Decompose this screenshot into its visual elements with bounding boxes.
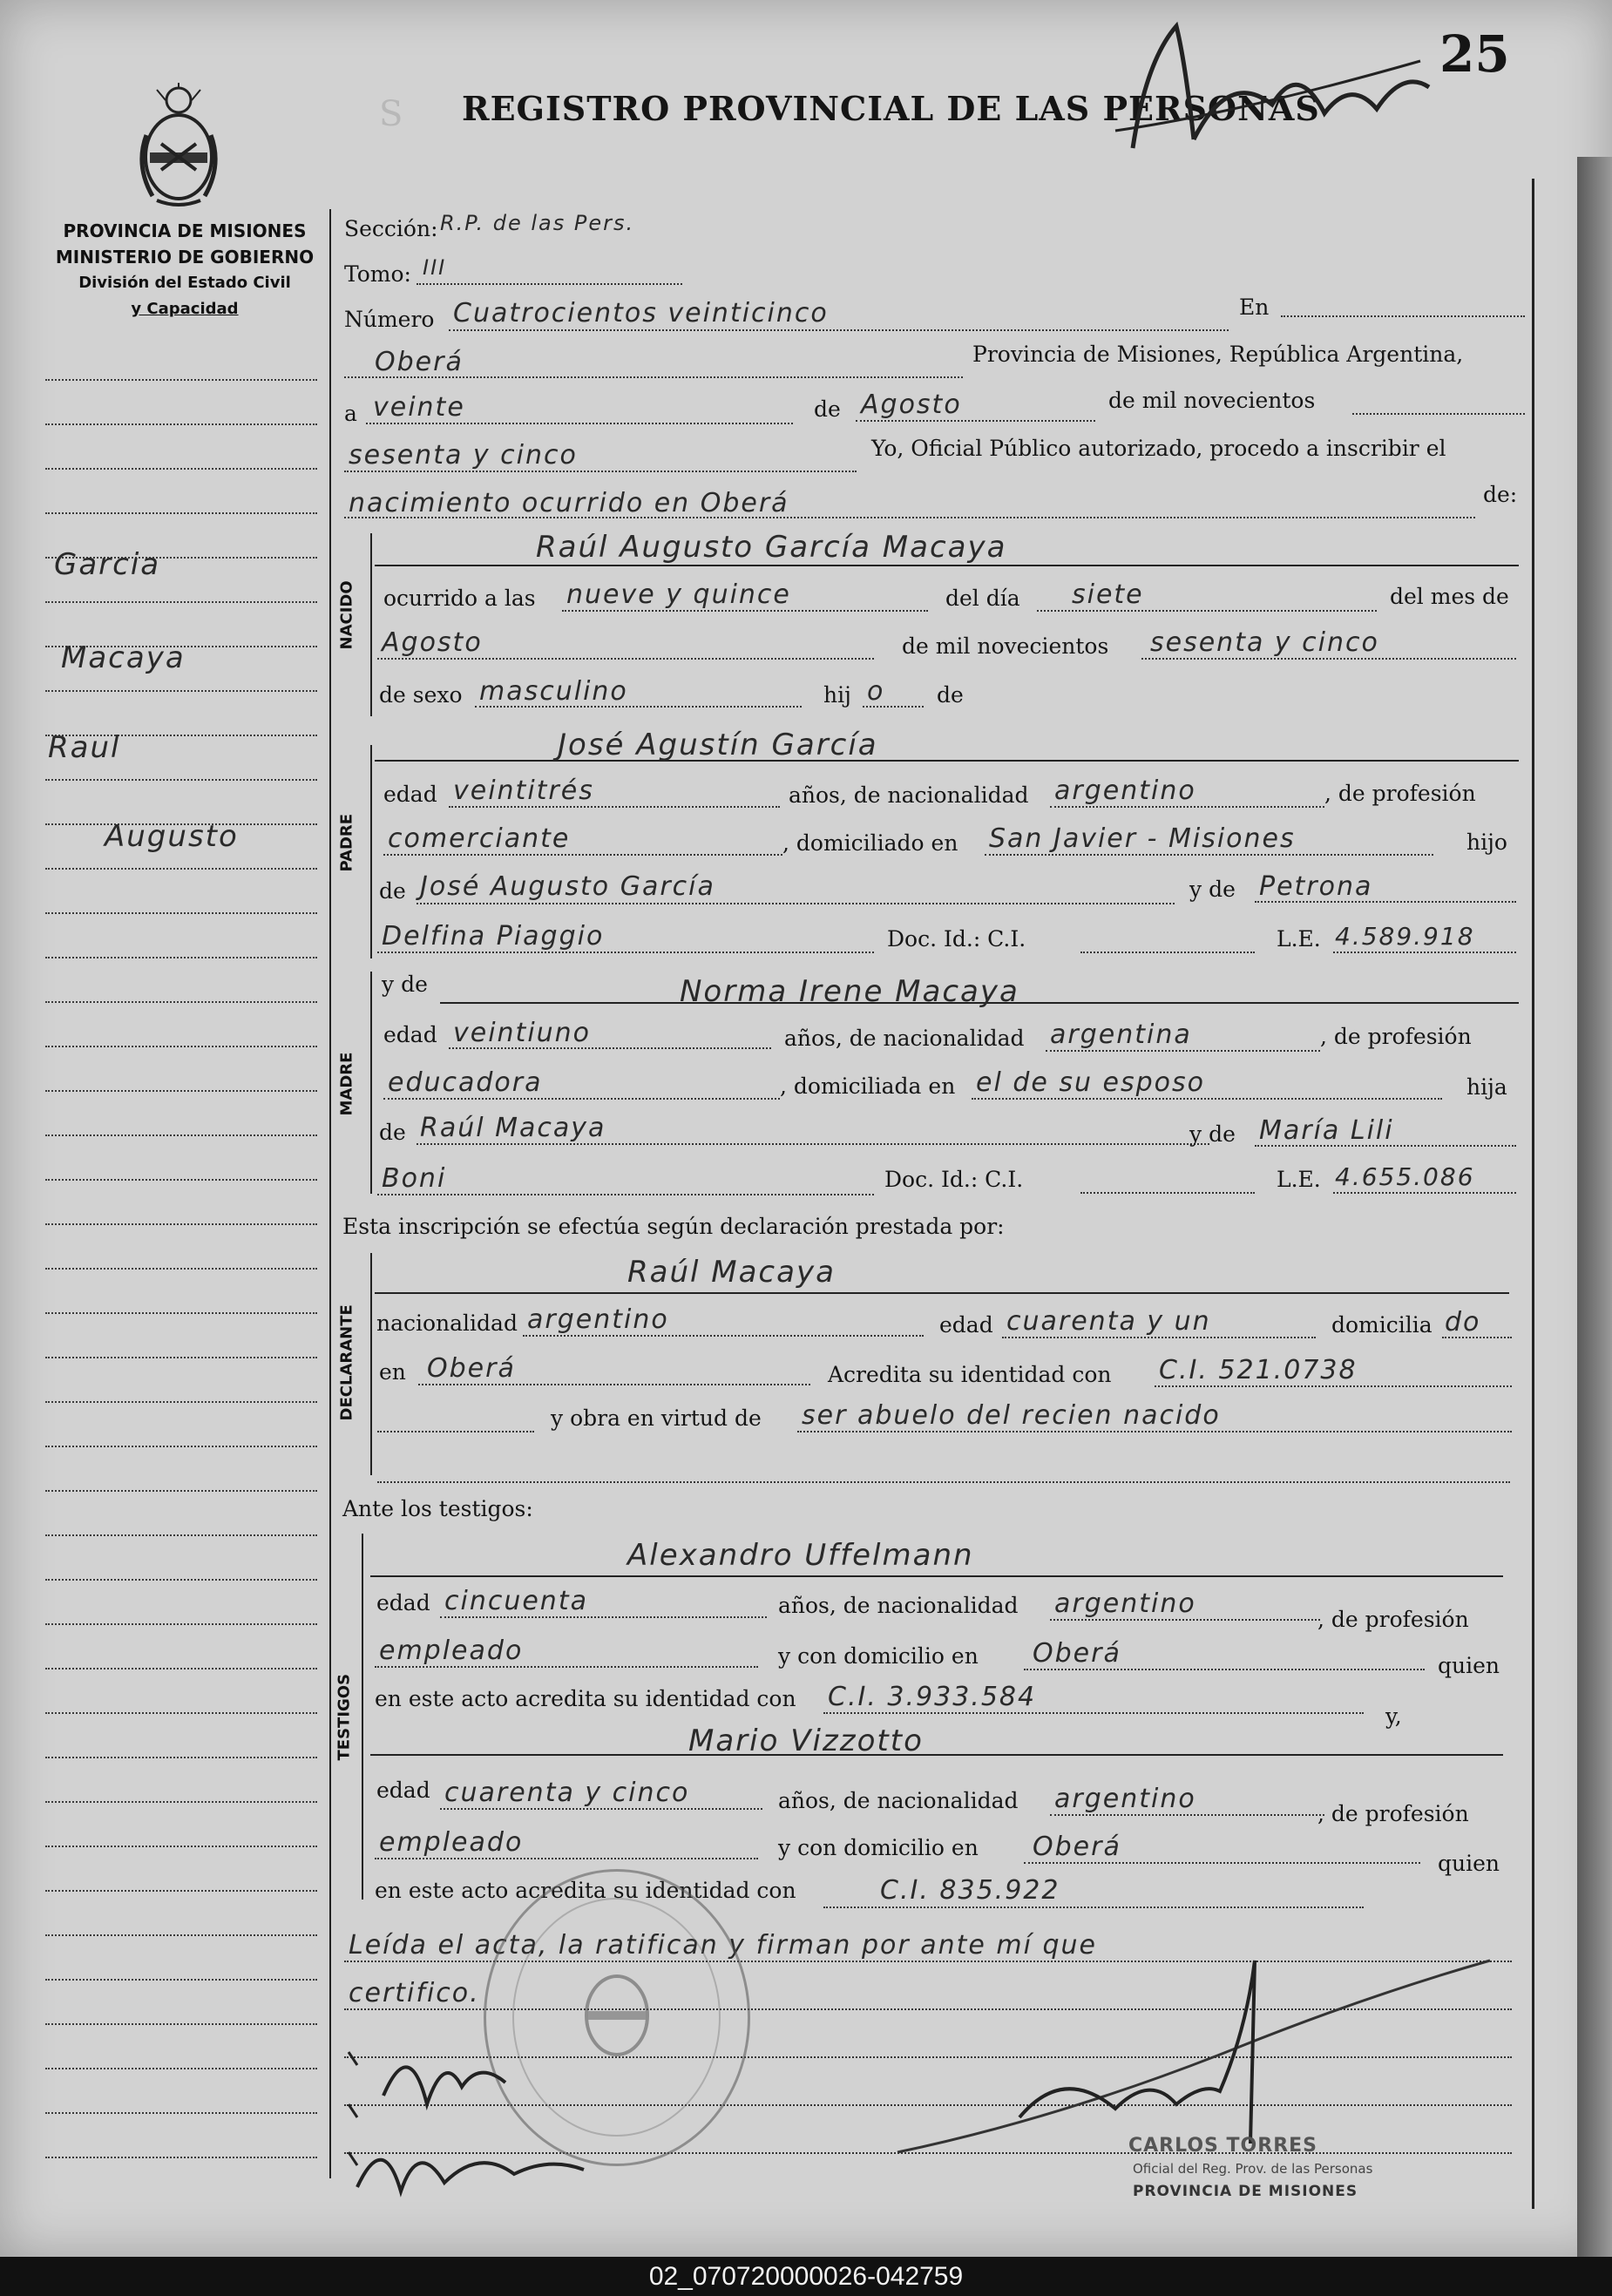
label-padre-de: de [379, 878, 406, 904]
margin-rule [45, 2068, 317, 2069]
line-decl-nac [523, 1335, 924, 1337]
margin-rule [45, 1757, 317, 1758]
label-de-hij: de [937, 682, 964, 708]
margin-rule [45, 2157, 317, 2158]
label-t1-dom: y con domicilio en [778, 1643, 979, 1669]
label-de-mes: de [814, 396, 841, 422]
label-decl-nac: nacionalidad [376, 1311, 518, 1336]
value-t1-prof: empleado [379, 1636, 524, 1666]
faded-header-text: S [379, 94, 403, 134]
value-padre-nac: argentino [1054, 775, 1196, 806]
issuer-capacity: y Capacidad [131, 300, 239, 318]
official-name: CARLOS TORRES [1128, 2135, 1318, 2157]
line-decl-name [375, 1292, 1509, 1294]
label-t2-quien: quien [1438, 1851, 1500, 1876]
issuer-ministry: MINISTERIO DE GOBIERNO [55, 247, 315, 268]
line-t1-id [823, 1712, 1364, 1714]
value-padre-name: José Agustín García [558, 728, 878, 762]
line-t1-edad [440, 1616, 767, 1618]
line-decl-edad [1002, 1337, 1316, 1338]
label-padre-doc: Doc. Id.: C.I. [887, 926, 1026, 952]
margin-rule [45, 1579, 317, 1581]
line-madre-dom [972, 1098, 1442, 1100]
line-numero [449, 329, 1229, 331]
value-madre-madre: María Lili [1259, 1115, 1394, 1146]
issuer-province: PROVINCIA DE MISIONES [63, 220, 307, 241]
value-t1-edad: cincuenta [444, 1586, 588, 1616]
value-seccion: R.P. de las Pers. [440, 211, 635, 235]
value-acto: nacimiento ocurrido en Oberá [349, 488, 789, 518]
line-nacido-name [375, 565, 1519, 566]
value-madre-name: Norma Irene Macaya [680, 974, 1019, 1009]
margin-rule [45, 1090, 317, 1092]
value-decl-edad: cuarenta y un [1006, 1306, 1211, 1337]
value-t1-nac: argentino [1054, 1588, 1196, 1619]
label-madre-nac: años, de nacionalidad [784, 1026, 1025, 1051]
value-padre-edad: veintitrés [453, 775, 594, 806]
line-decl-en [418, 1384, 810, 1385]
label-padre-edad: edad [383, 782, 437, 807]
label-t1-acto: en este acto acredita su identidad con [375, 1686, 796, 1711]
value-decl-name: Raúl Macaya [627, 1255, 836, 1290]
value-nacido-name: Raúl Augusto García Macaya [536, 530, 1007, 565]
margin-rule [45, 1534, 317, 1536]
label-madre-y-de-2: y de [1189, 1121, 1236, 1147]
label-t2-edad: edad [376, 1778, 430, 1803]
line-en [1281, 315, 1525, 317]
line-padre-ci [1080, 952, 1255, 953]
margin-rule [45, 423, 317, 425]
label-madre-le: L.E. [1277, 1167, 1321, 1192]
line-t2-name [370, 1754, 1503, 1756]
issuer-division: División del Estado Civil [78, 274, 291, 292]
tag-declarante: DECLARANTE [337, 1304, 356, 1421]
value-madre-madre2: Boni [382, 1163, 447, 1194]
label-t2-acto: en este acto acredita su identidad con [375, 1878, 796, 1903]
label-numero: Número [344, 307, 435, 332]
label-provincia: Provincia de Misiones, República Argentina, [972, 342, 1464, 367]
value-dia-nac: siete [1072, 579, 1144, 610]
line-tomo [417, 283, 682, 285]
margin-rule [45, 601, 317, 603]
line-padre-name [375, 760, 1519, 762]
margin-rule [45, 468, 317, 470]
margin-rule [45, 1890, 317, 1892]
label-padre-hijo: hijo [1466, 830, 1507, 855]
margin-rule [45, 1401, 317, 1403]
line-padre-prof [383, 854, 782, 856]
margin-rule [45, 1979, 317, 1981]
margin-rule [45, 690, 317, 692]
label-del-dia: del día [945, 586, 1020, 611]
value-padre-madre: Petrona [1259, 871, 1373, 902]
line-t2-prof [375, 1858, 758, 1859]
label-a: a [344, 401, 357, 426]
value-decl-domicilia: do [1445, 1307, 1481, 1338]
line-t1-name [370, 1575, 1503, 1577]
right-border [1532, 179, 1534, 2209]
line-mes [856, 420, 1095, 422]
line-madre-madre2 [377, 1194, 874, 1195]
value-t2-prof: empleado [379, 1827, 524, 1858]
margin-rule [45, 1179, 317, 1181]
tag-testigos: TESTIGOS [335, 1673, 354, 1761]
line-padre-madre2 [377, 952, 874, 953]
margin-rule [45, 1490, 317, 1492]
page-number: 25 [1439, 24, 1510, 84]
label-decl-edad: edad [939, 1312, 993, 1338]
value-padre-prof: comerciante [388, 823, 571, 854]
margin-rule [45, 1001, 317, 1003]
label-t1-edad: edad [376, 1590, 430, 1615]
padre-bracket [370, 745, 372, 958]
label-t1-y: y, [1385, 1703, 1402, 1729]
margin-rule [45, 2112, 317, 2114]
value-dia: veinte [373, 392, 465, 423]
coat-of-arms-icon [131, 83, 227, 213]
margin-divider [329, 209, 331, 2178]
nacido-bracket [370, 533, 372, 716]
tag-nacido: NACIDO [337, 580, 356, 650]
value-lugar: Oberá [375, 347, 464, 377]
label-madre-y-de: y de [382, 972, 428, 997]
value-numero: Cuatrocientos veinticinco [453, 298, 829, 328]
testigos-bracket [362, 1534, 363, 1900]
margin-rule [45, 957, 317, 958]
label-padre-prof: , de profesión [1324, 781, 1476, 806]
label-madre-edad: edad [383, 1022, 437, 1047]
label-madre-prof: , de profesión [1320, 1024, 1472, 1049]
margin-rule [45, 1046, 317, 1047]
tag-padre: PADRE [337, 813, 356, 872]
label-t2-dom: y con domicilio en [778, 1835, 979, 1860]
line-decl-virtud [797, 1431, 1512, 1432]
label-t1-nac: años, de nacionalidad [778, 1593, 1019, 1618]
label-de-mil-1: de mil novecientos [1108, 388, 1316, 413]
line-madre-le [1333, 1192, 1516, 1194]
footer-code-strip [0, 2257, 1612, 2296]
value-lectura-1: Leída el acta, la ratifican y firman por ante mí que [349, 1930, 1097, 1961]
document-title: REGISTRO PROVINCIAL DE LAS PERSONAS [462, 89, 1320, 128]
line-anio-a [1352, 413, 1525, 415]
margin-rule [45, 512, 317, 514]
line-padre-le [1333, 952, 1516, 953]
value-madre-le: 4.655.086 [1335, 1162, 1475, 1191]
line-t2-nac [1050, 1814, 1324, 1816]
line-madre-nac [1046, 1050, 1320, 1052]
value-lectura-2: certifico. [349, 1978, 480, 2008]
value-t2-name: Mario Vizzotto [688, 1724, 924, 1758]
margin-surname-2: Macaya [61, 640, 186, 675]
value-hora: nueve y quince [566, 579, 791, 610]
line-madre-ci [1080, 1192, 1255, 1194]
line-t1-nac [1050, 1619, 1320, 1621]
label-sexo: de sexo [379, 682, 463, 708]
margin-rule [45, 1357, 317, 1358]
margin-surname-1: Garcia [54, 547, 161, 582]
line-anio-nac [1141, 658, 1516, 660]
label-de-mil-2: de mil novecientos [902, 633, 1109, 659]
margin-rule [45, 1934, 317, 1936]
margin-given-2: Augusto [105, 819, 239, 854]
official-title: Oficial del Reg. Prov. de las Personas [1133, 2161, 1373, 2177]
label-madre-doc: Doc. Id.: C.I. [884, 1167, 1024, 1192]
margin-rule [45, 1846, 317, 1847]
official-province: PROVINCIA DE MISIONES [1133, 2183, 1358, 2200]
margin-rule [45, 1312, 317, 1314]
line-dia-nac [1037, 610, 1377, 612]
value-decl-virtud: ser abuelo del recien nacido [802, 1400, 1221, 1431]
label-esta-inscripcion: Esta inscripción se efectúa según declaración prestada por: [342, 1214, 1005, 1239]
line-padre-padre [417, 903, 1175, 904]
margin-rule [45, 1801, 317, 1803]
margin-rule [45, 1223, 317, 1225]
label-madre-hija: hija [1466, 1074, 1507, 1100]
value-decl-nac: argentino [527, 1304, 669, 1335]
value-madre-edad: veintiuno [453, 1018, 592, 1048]
value-t2-nac: argentino [1054, 1784, 1196, 1814]
value-tomo: III [423, 255, 447, 280]
label-ante-testigos: Ante los testigos: [342, 1496, 533, 1521]
margin-rule [45, 1268, 317, 1270]
margin-rule [45, 379, 317, 381]
value-padre-le: 4.589.918 [1335, 922, 1475, 951]
value-padre-dom: San Javier - Misiones [989, 823, 1296, 854]
margin-rule [45, 1712, 317, 1714]
label-de-colon: de: [1483, 482, 1518, 507]
label-t1-quien: quien [1438, 1653, 1500, 1678]
issuer-block [45, 218, 324, 322]
margin-rule [45, 779, 317, 781]
value-madre-padre: Raúl Macaya [420, 1113, 606, 1143]
line-decl-blank [377, 1431, 534, 1432]
line-t2-dom [1024, 1862, 1420, 1864]
page-edge-shadow [1577, 157, 1612, 2257]
label-madre-de: de [379, 1120, 406, 1145]
value-decl-id: C.I. 521.0738 [1159, 1355, 1358, 1385]
line-mes-nac [377, 658, 874, 660]
line-hora [562, 610, 928, 612]
madre-bracket [370, 972, 372, 1194]
margin-rule [45, 1668, 317, 1670]
value-padre-padre: José Augusto García [420, 871, 715, 902]
label-yo-oficial: Yo, Oficial Público autorizado, procedo a inscribir el [871, 436, 1446, 461]
value-decl-en: Oberá [427, 1353, 516, 1384]
tag-madre: MADRE [337, 1052, 356, 1116]
value-madre-nac: argentina [1050, 1019, 1192, 1050]
label-decl-en: en [379, 1359, 406, 1385]
witness-signatures [331, 2000, 662, 2209]
value-t2-edad: cuarenta y cinco [444, 1778, 690, 1808]
line-decl-extra [377, 1481, 1510, 1483]
label-decl-virtud: y obra en virtud de [551, 1405, 762, 1431]
line-padre-edad [449, 806, 780, 808]
margin-rule [45, 912, 317, 914]
label-padre-le: L.E. [1277, 926, 1321, 952]
label-t2-nac: años, de nacionalidad [778, 1788, 1019, 1813]
label-padre-dom: , domiciliado en [782, 830, 958, 856]
label-tomo: Tomo: [344, 261, 411, 287]
value-sexo: masculino [479, 676, 628, 707]
value-t2-id: C.I. 835.922 [880, 1875, 1060, 1906]
value-t1-id: C.I. 3.933.584 [828, 1682, 1037, 1712]
line-madre-padre [417, 1143, 1209, 1145]
value-anio-nac: sesenta y cinco [1150, 627, 1379, 658]
margin-rule [45, 2023, 317, 2025]
label-padre-y-de: y de [1189, 877, 1236, 902]
line-padre-dom [985, 854, 1433, 856]
line-t2-edad [440, 1808, 762, 1810]
label-decl-domicilia: domicilia [1331, 1312, 1433, 1338]
line-t2-id [823, 1907, 1364, 1908]
value-madre-prof: educadora [388, 1067, 543, 1098]
line-t1-prof [375, 1666, 758, 1668]
declarante-bracket [370, 1253, 372, 1475]
line-t1-dom [1024, 1669, 1425, 1670]
line-padre-nac [1050, 806, 1324, 808]
line-madre-prof [383, 1098, 780, 1100]
value-t1-name: Alexandro Uffelmann [627, 1538, 974, 1573]
line-anio-b [344, 471, 857, 472]
label-hij: hij [823, 682, 851, 708]
line-dia [366, 423, 793, 424]
margin-rule [45, 868, 317, 870]
line-decl-id [1155, 1385, 1512, 1387]
label-madre-dom: , domiciliada en [780, 1073, 956, 1099]
label-t2-prof: , de profesión [1317, 1801, 1469, 1826]
value-mes: Agosto [861, 389, 962, 420]
header-signature-scribble [1063, 9, 1438, 166]
value-anio: sesenta y cinco [349, 440, 578, 471]
label-decl-acredita: Acredita su identidad con [828, 1362, 1112, 1387]
value-t1-dom: Oberá [1033, 1638, 1121, 1669]
label-ocurrido: ocurrido a las [383, 586, 536, 611]
margin-rule [45, 1134, 317, 1136]
value-t2-dom: Oberá [1033, 1832, 1121, 1862]
margin-rule [45, 1623, 317, 1625]
footer-code: 02_070720000026-042759 [648, 2261, 964, 2291]
value-hij: o [867, 676, 885, 707]
label-seccion: Sección: [344, 216, 438, 241]
value-madre-dom: el de su esposo [976, 1067, 1206, 1098]
label-t1-prof: , de profesión [1317, 1607, 1469, 1632]
label-en: En [1239, 295, 1270, 320]
margin-rule [45, 1446, 317, 1447]
label-del-mes: del mes de [1390, 584, 1509, 609]
value-padre-madre2: Delfina Piaggio [382, 921, 605, 952]
margin-given-1: Raul [48, 730, 121, 765]
value-mes-nac: Agosto [382, 627, 483, 658]
label-padre-nac: años, de nacionalidad [789, 782, 1029, 808]
